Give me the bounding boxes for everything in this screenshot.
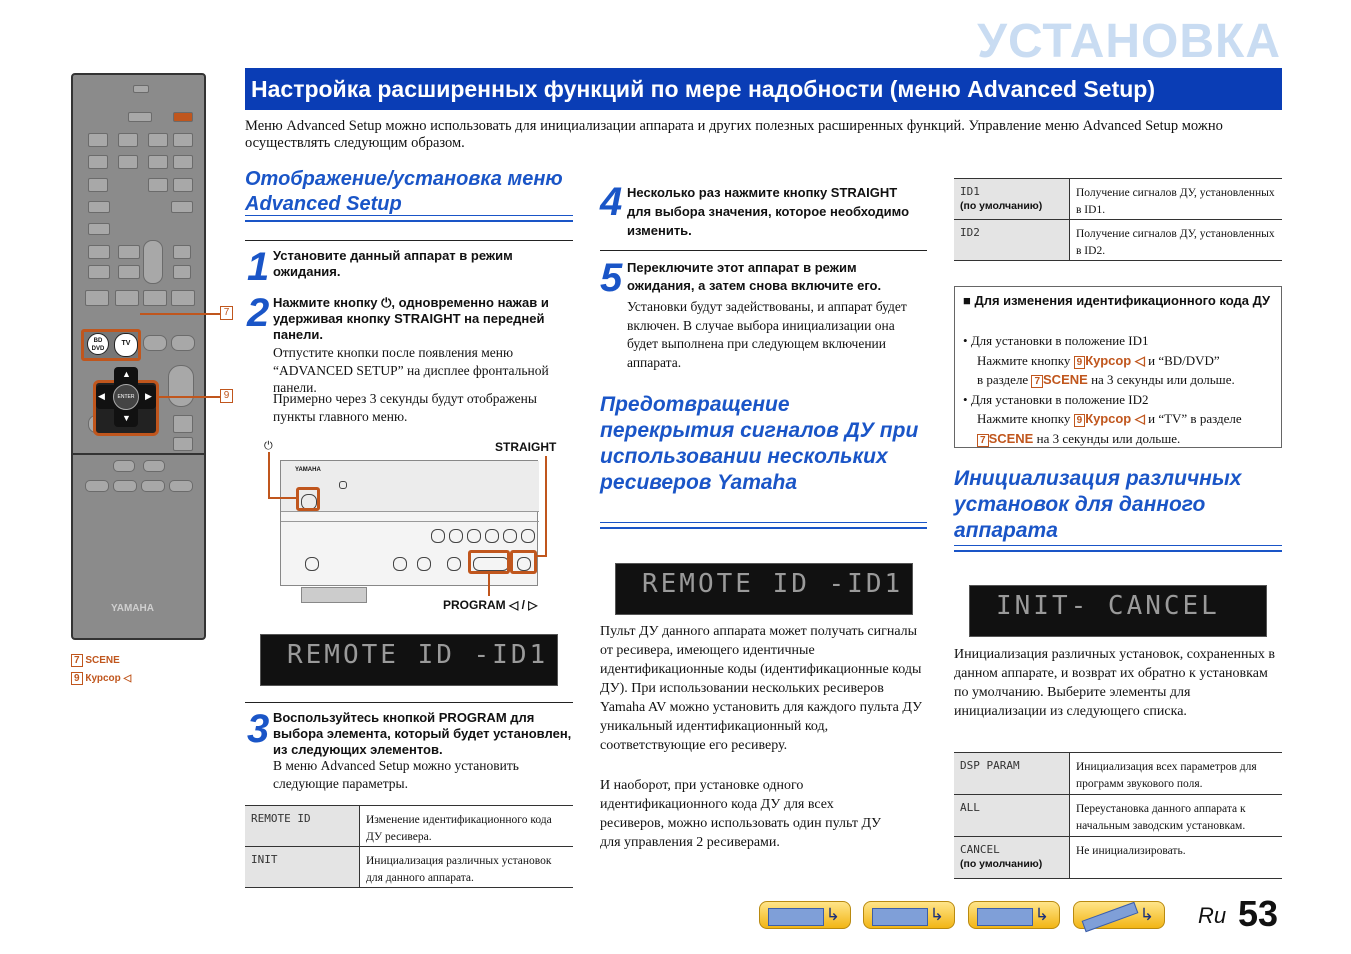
step-2-note-2: Примерно через 3 секунды будут отображены пункты главного меню. bbox=[273, 391, 537, 424]
table-row: REMOTE ID Изменение идентификационного кода ДУ ресивера. bbox=[245, 806, 573, 847]
power-label: ⏻ bbox=[264, 440, 273, 452]
nav-button-display[interactable] bbox=[968, 901, 1060, 929]
page-number: 53 bbox=[1238, 893, 1279, 934]
cursor-pad: ENTER ▲ ▼ ◀ ▶ bbox=[96, 367, 156, 427]
box-title: ■ Для изменения идентификационного кода ДУ bbox=[963, 293, 1271, 308]
straight-label: STRAIGHT bbox=[495, 440, 557, 454]
table-row: ALL Переустановка данного аппарата к начальным заводским установкам. bbox=[954, 795, 1282, 837]
remote-id-paragraph-1: Пульт ДУ данного аппарата может получать сигналы от ресивера, имеющего идентичные идентификационные коды (идентификационные коды ДУ). При использовании нескольких ресиверов Yamaha AV можно установить для каждого пульта ДУ уникальный идентификационный код, соответствующие его ресиверу. bbox=[600, 624, 923, 753]
power-button-highlight bbox=[296, 487, 320, 511]
remote-icon bbox=[1082, 902, 1139, 932]
lcd-init-cancel: INIT- CANCEL bbox=[969, 585, 1267, 637]
step-3-note: В меню Advanced Setup можно установить следующие параметры. bbox=[273, 758, 519, 791]
tv-button: TV bbox=[114, 333, 138, 357]
step-2-number: 2 bbox=[247, 291, 270, 335]
callout-number-7: 7 bbox=[220, 306, 233, 320]
remote-control-illustration bbox=[71, 73, 206, 640]
chapter-title: УСТАНОВКА bbox=[977, 15, 1281, 68]
init-items-table bbox=[954, 752, 1282, 879]
initialization-paragraph: Инициализация различных установок, сохраненных в данном аппарате, и возврат их обратно к установкам по умолчанию. Выберите элементы для инициализации из следующего списка. bbox=[954, 647, 1276, 719]
table-row: ID1 (по умолчанию) Получение сигналов ДУ, установленных в ID1. bbox=[954, 179, 1282, 220]
display-icon bbox=[977, 908, 1033, 926]
step-4-text: Несколько раз нажмите кнопку STRAIGHT для выбора значения, которое необходимо изменить. bbox=[627, 185, 910, 238]
program-button-highlight bbox=[468, 550, 510, 574]
step-2-text: Нажмите кнопку ⏻, одновременно нажав и удерживая кнопку STRAIGHT на передней панели. bbox=[273, 295, 549, 342]
step-1-text: Установите данный аппарат в режим ожидания. bbox=[273, 248, 513, 279]
remote-legend-scene: 7 SCENE bbox=[71, 654, 120, 667]
remote-id-table bbox=[954, 178, 1282, 261]
table-row: INIT Инициализация различных установок для данного аппарата. bbox=[245, 847, 573, 888]
step-3-number: 3 bbox=[247, 707, 270, 751]
rear-panel-icon bbox=[872, 908, 928, 926]
enter-button: ENTER bbox=[113, 384, 139, 410]
remote-brand-label: YAMAHA bbox=[111, 603, 154, 614]
straight-button-highlight bbox=[510, 550, 537, 574]
nav-button-remote[interactable] bbox=[1073, 901, 1165, 929]
lcd-remote-id-1: REMOTE ID -ID1 bbox=[260, 634, 558, 686]
nav-button-rear-panel[interactable] bbox=[863, 901, 955, 929]
remote-id-change-box bbox=[954, 286, 1282, 448]
jump-arrow-icon: ↳ bbox=[825, 905, 840, 925]
jump-arrow-icon: ↳ bbox=[1139, 905, 1154, 925]
program-label: PROGRAM ◁ / ▷ bbox=[443, 598, 538, 612]
heading-remote-conflict: Предотвращение перекрытия сигналов ДУ при использовании нескольких ресиверов Yamaha bbox=[600, 393, 919, 494]
cursor-left-icon: ◀ bbox=[98, 391, 105, 401]
step-5-text: Переключите этот аппарат в режим ожидания, а затем снова включите его. bbox=[627, 260, 882, 293]
remote-id-paragraph-2: И наоборот, при установке одного идентификационного кода ДУ для всех ресиверов, можно использовать один пульт ДУ для управления 2 ресиверами. bbox=[600, 778, 882, 850]
step-5-number: 5 bbox=[600, 256, 623, 300]
setup-items-table bbox=[245, 805, 573, 888]
table-row: CANCEL (по умолчанию) Не инициализировать. bbox=[954, 837, 1282, 879]
table-row: ID2 Получение сигналов ДУ, установленных в ID2. bbox=[954, 220, 1282, 261]
step-1-number: 1 bbox=[247, 245, 270, 289]
heading-initialization: Инициализация различных установок для данного аппарата bbox=[954, 467, 1242, 542]
nav-button-receiver[interactable] bbox=[759, 901, 851, 929]
intro-paragraph: Меню Advanced Setup можно использовать для инициализации аппарата и других полезных расширенных функций. Управление меню Advanced Setup можно осуществлять следующим образом. bbox=[245, 118, 1223, 151]
jump-arrow-icon: ↳ bbox=[1034, 905, 1049, 925]
lcd-remote-id-2: REMOTE ID -ID1 bbox=[615, 563, 913, 615]
step-2-note-1: Отпустите кнопки после появления меню “ADVANCED SETUP” на дисплее фронтальной панели. bbox=[273, 345, 549, 395]
step-3-text: Воспользуйтесь кнопкой PROGRAM для выбора элемента, который будет установлен, из следующих элементов. bbox=[273, 710, 572, 757]
language-code: Ru bbox=[1198, 903, 1227, 928]
section-banner: Настройка расширенных функций по мере надобности (меню Advanced Setup) bbox=[245, 68, 1282, 110]
bd-dvd-button: BD DVD bbox=[87, 333, 109, 355]
callout-number-9: 9 bbox=[220, 389, 233, 403]
jump-arrow-icon: ↳ bbox=[929, 905, 944, 925]
step-4-number: 4 bbox=[600, 180, 623, 224]
step-5-note: Установки будут задействованы, и аппарат будет включен. В случае выбора инициализации она будет выполнена при следующем включении аппарата. bbox=[627, 299, 907, 370]
panel-brand: YAMAHA bbox=[295, 467, 321, 473]
heading-advanced-setup: Отображение/установка меню Advanced Setup bbox=[245, 168, 563, 215]
table-row: DSP PARAM Инициализация всех параметров для программ звукового поля. bbox=[954, 753, 1282, 795]
box-instructions: • Для установки в положение ID1 Нажмите кнопку 9 Курсор ◁ и “BD/DVD” в разделе 7 SCENE на 3 секунды или дольше. • Для установки в положение ID2 Нажмите кнопку 9 Курсор ◁ и “TV” в разделе 7 SCENE на 3 секунды или дольше. bbox=[963, 333, 1242, 446]
remote-legend-cursor: 9 Курсор ◁ bbox=[71, 672, 131, 685]
receiver-icon bbox=[768, 908, 824, 926]
